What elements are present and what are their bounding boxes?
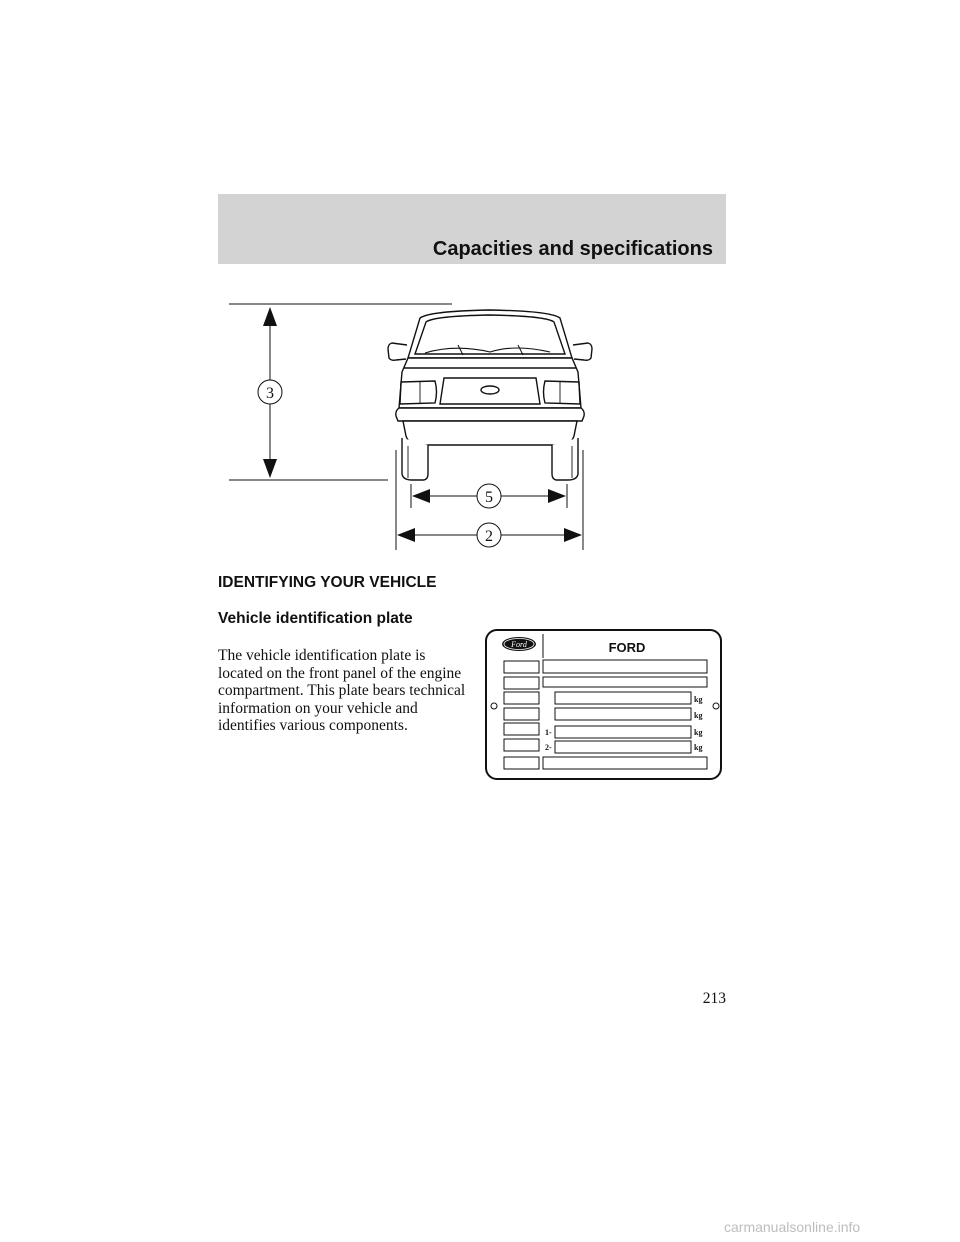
width-callout-label: 2: [485, 528, 493, 545]
plate-unit-2: kg: [694, 711, 703, 720]
identification-plate-figure: [484, 628, 724, 782]
width-arrow-right: [564, 528, 582, 542]
vehicle-rear-illustration: [388, 310, 592, 480]
track-arrow-left: [412, 489, 430, 503]
section-subheading: Vehicle identification plate: [218, 610, 413, 627]
plate-axle-2-label: 2-: [545, 743, 552, 752]
vehicle-dimensions-figure: [215, 290, 605, 555]
plate-unit-3: kg: [694, 728, 703, 737]
header-band: [218, 194, 726, 264]
section-heading: IDENTIFYING YOUR VEHICLE: [218, 574, 437, 591]
height-callout-label: 3: [266, 385, 274, 402]
track-arrow-right: [548, 489, 566, 503]
plate-unit-1: kg: [694, 695, 703, 704]
plate-brand: FORD: [608, 640, 646, 655]
plate-rivet-right: [713, 703, 719, 709]
page-title: Capacities and specifications: [432, 238, 713, 260]
plate-unit-4: kg: [694, 743, 703, 752]
plate-rivet-left: [491, 703, 497, 709]
plate-axle-1-label: 1-: [545, 728, 552, 737]
width-arrow-left: [397, 528, 415, 542]
ford-logo-text: Ford: [511, 640, 527, 649]
height-arrow-down: [263, 459, 277, 478]
watermark: carmanualsonline.info: [724, 1219, 861, 1235]
body-paragraph: The vehicle identification plate is located on the front panel of the engine compartment. This plate bears technical information on your vehicle and identifies various components.: [218, 647, 466, 734]
track-callout-label: 5: [485, 489, 493, 506]
height-arrow-up: [263, 307, 277, 326]
page-number: 213: [702, 990, 726, 1007]
